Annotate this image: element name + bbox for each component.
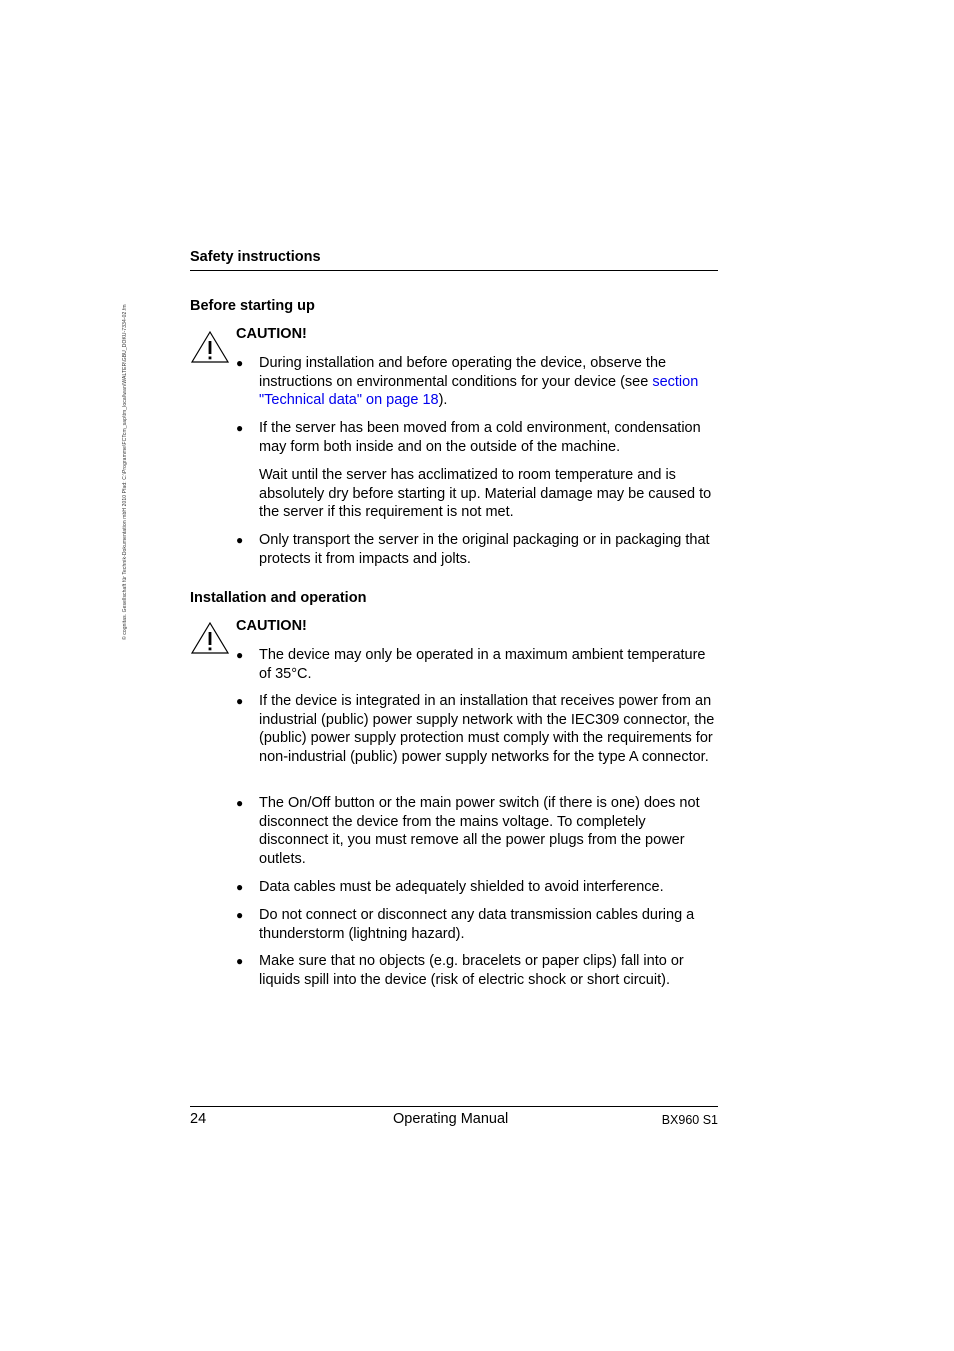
bullet: ● [236,694,244,708]
list-item [236,906,718,943]
bullet: ● [236,954,244,968]
list-item [236,794,718,868]
technical-data-link[interactable]: section "Technical data" on page 18 [259,373,699,408]
bullet: ● [236,648,244,662]
page-footer [190,1106,718,1131]
page-header [190,249,718,271]
item-text: The device may only be operated in a maximum ambient temperature of 35°C. [259,647,706,682]
item-text: Only transport the server in the original packaging or in packaging that protects it from impacts and jolts. [259,532,710,567]
section-heading-before-starting: Before starting up [190,298,315,314]
warning-icon [190,329,230,365]
section-heading-installation: Installation and operation [190,590,367,606]
list-item [236,952,718,989]
bullet: ● [236,796,244,810]
list-item [236,354,718,410]
manual-title: Operating Manual [393,1111,509,1127]
side-margin-note: © cognitas. Gesellschaft für Technik-Dokumentation mbH 2010 Pfad: C:\Programme\FCTcm_sap\tm_local\wan\WALTER\GBU_DOKU-7334-02.fm [122,304,128,640]
list-item [236,531,718,568]
item-text: The On/Off button or the main power switch (if there is one) does not disconnect the device from the mains voltage. To completely disconnect it, you must remove all the power plugs from the power outlets. [259,795,700,867]
bullet: ● [236,533,244,547]
caution-label: CAUTION! [236,618,307,634]
header-title: Safety instructions [190,249,321,265]
bullet: ● [236,356,244,370]
list-item [236,692,718,766]
item-text: If the device is integrated in an installation that receives power from an industrial (public) power supply network with the IEC309 connector, the (public) power supply protection must comply with the requirements for non-industrial (public) power supply networks for the type A connector. [259,693,715,765]
list-item [236,419,718,456]
caution-label: CAUTION! [236,326,307,342]
bullet: ● [236,421,244,435]
item-text-end: ). [438,392,448,408]
bullet: ● [236,880,244,894]
list-item [236,646,718,683]
warning-icon [190,620,230,656]
item-text: Do not connect or disconnect any data transmission cables during a thunderstorm (lightning hazard). [259,907,695,942]
item-text: If the server has been moved from a cold environment, condensation may form both inside and on the outside of the machine. [259,420,701,455]
item-text: Data cables must be adequately shielded to avoid interference. [259,879,664,895]
product-name: BX960 S1 [661,1113,718,1127]
list-item [236,878,718,897]
item-text: During installation and before operating the device, observe the instructions on environmental conditions for your device (see [259,355,667,390]
page-number: 24 [190,1111,207,1127]
paragraph: Wait until the server has acclimatized to room temperature and is absolutely dry before starting it up. Material damage may be caused to the server if this requirement is not met. [259,467,712,520]
item-text: Make sure that no objects (e.g. bracelets or paper clips) fall into or liquids spill into the device (risk of electric shock or short circuit). [259,953,684,988]
bullet: ● [236,908,244,922]
